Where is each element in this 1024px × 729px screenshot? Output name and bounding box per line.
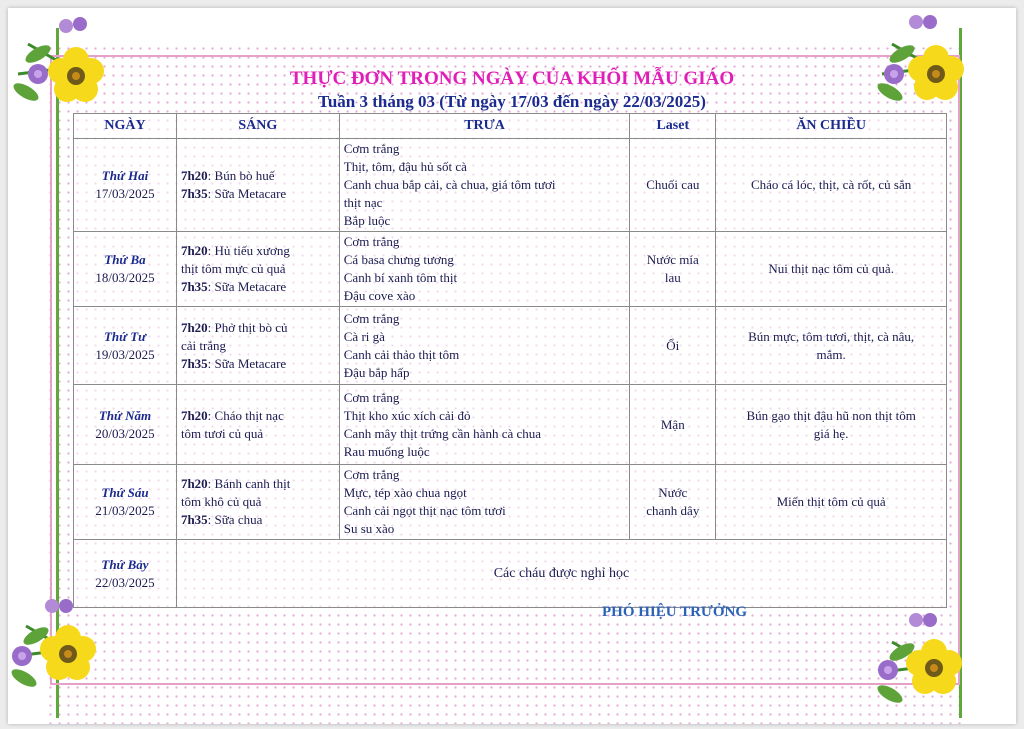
snack-cell bbox=[630, 307, 716, 385]
meal-item: tôm tươi củ quả bbox=[180, 425, 264, 441]
meal-time: 7h20 bbox=[180, 407, 208, 423]
snack-cell bbox=[630, 139, 716, 232]
day-cell bbox=[74, 385, 177, 465]
afternoon-cell bbox=[716, 385, 947, 465]
snack-item: Ổi bbox=[666, 337, 680, 353]
meal-item: : Sữa Metacare bbox=[207, 355, 287, 371]
meal-time: 7h20 bbox=[180, 319, 208, 335]
meal-item: : Cháo thịt nạc bbox=[207, 407, 284, 423]
snack-item: lau bbox=[664, 270, 681, 285]
meal-time: 7h35 bbox=[180, 279, 208, 294]
menu-table bbox=[73, 113, 947, 608]
lunch-item: Bắp luộc bbox=[343, 213, 391, 228]
meal-item: thịt tôm mực củ quả bbox=[180, 261, 286, 276]
meal-time: 7h20 bbox=[180, 476, 208, 491]
lunch-item: Rau muống luộc bbox=[343, 443, 430, 459]
lunch-cell bbox=[339, 385, 630, 465]
morning-line bbox=[181, 337, 335, 355]
afternoon-cell bbox=[716, 307, 947, 385]
morning-line bbox=[181, 319, 335, 337]
day-cell bbox=[74, 232, 177, 307]
afternoon-item: Bún mực, tôm tươi, thịt, cà nâu, bbox=[748, 328, 915, 344]
morning-line bbox=[181, 167, 335, 185]
meal-item: tôm khô củ quả bbox=[180, 494, 262, 509]
afternoon-item: Nui thịt nạc tôm củ quả. bbox=[768, 261, 894, 276]
meal-item: : Phở thịt bò củ bbox=[207, 319, 288, 335]
table-row bbox=[74, 139, 947, 232]
meal-time: 7h20 bbox=[180, 243, 208, 258]
lunch-item: Cơm trắng bbox=[343, 467, 400, 482]
meal-time: 7h35 bbox=[180, 355, 208, 371]
lunch-item: Canh bí xanh tôm thịt bbox=[343, 270, 458, 285]
table-row bbox=[74, 232, 947, 307]
day-date: 22/03/2025 bbox=[95, 574, 155, 590]
lunch-item: Cơm trắng bbox=[343, 389, 400, 405]
day-date: 18/03/2025 bbox=[95, 270, 155, 285]
flower-decoration-bottom-right bbox=[872, 612, 972, 712]
lunch-item: Đậu bắp hấp bbox=[343, 364, 410, 380]
signature-title: PHÓ HIỆU TRƯỞNG bbox=[602, 604, 748, 620]
morning-cell bbox=[176, 232, 339, 307]
day-name: Thứ Bảy bbox=[101, 556, 149, 572]
snack-item: Nước mía bbox=[646, 252, 699, 267]
lunch-item: Cơm trắng bbox=[343, 234, 400, 249]
meal-item: : Bún bò huế bbox=[207, 168, 275, 183]
snack-item: Mận bbox=[660, 416, 685, 432]
morning-line bbox=[181, 475, 335, 493]
afternoon-item: Bún gạo thịt đậu hũ non thịt tôm bbox=[746, 407, 916, 423]
meal-item: cải trắng bbox=[180, 337, 227, 353]
day-name: Thứ Hai bbox=[101, 168, 149, 183]
meal-item: : Sữa Metacare bbox=[207, 279, 287, 294]
day-date: 19/03/2025 bbox=[95, 346, 155, 362]
lunch-item: Canh mây thịt trứng cần hành cà chua bbox=[343, 425, 542, 441]
lunch-cell bbox=[339, 307, 630, 385]
header-morning: SÁNG bbox=[176, 114, 339, 139]
day-date: 17/03/2025 bbox=[95, 186, 155, 201]
lunch-item: Su su xào bbox=[343, 521, 395, 536]
lunch-item: Mực, tép xào chua ngọt bbox=[343, 485, 467, 500]
meal-time: 7h35 bbox=[180, 186, 208, 201]
snack-item: chanh dây bbox=[646, 503, 700, 518]
morning-cell bbox=[176, 139, 339, 232]
snack-cell bbox=[630, 465, 716, 540]
afternoon-cell bbox=[716, 139, 947, 232]
flower-decoration-bottom-left bbox=[6, 596, 106, 696]
morning-line bbox=[181, 425, 335, 443]
lunch-item: Cà ri gà bbox=[343, 328, 385, 344]
lunch-cell bbox=[339, 465, 630, 540]
morning-line bbox=[181, 278, 335, 296]
day-name: Thứ Năm bbox=[98, 407, 152, 423]
day-cell bbox=[74, 307, 177, 385]
lunch-item: Canh cải thảo thịt tôm bbox=[343, 346, 460, 362]
lunch-item: thịt nạc bbox=[343, 195, 383, 210]
table-row bbox=[74, 465, 947, 540]
day-date: 20/03/2025 bbox=[95, 425, 155, 441]
meal-item: : Bánh canh thịt bbox=[207, 476, 291, 491]
lunch-item: Cơm trắng bbox=[343, 141, 400, 156]
flower-decoration-top-left bbox=[8, 14, 108, 114]
lunch-item: Cơm trắng bbox=[343, 310, 400, 326]
morning-line bbox=[181, 493, 335, 511]
morning-line bbox=[181, 407, 335, 425]
morning-line bbox=[181, 511, 335, 529]
day-date: 21/03/2025 bbox=[95, 503, 155, 518]
lunch-item: Thịt kho xúc xích cải đỏ bbox=[343, 407, 471, 423]
header-lunch: TRƯA bbox=[339, 114, 630, 139]
menu-title: THỰC ĐƠN TRONG NGÀY CỦA KHỐI MẪU GIÁO bbox=[289, 68, 735, 89]
flower-decoration-top-right bbox=[872, 14, 972, 114]
lunch-cell bbox=[339, 232, 630, 307]
lunch-item: Cá basa chưng tương bbox=[343, 252, 454, 267]
lunch-item: Thịt, tôm, đậu hủ sốt cà bbox=[343, 159, 467, 174]
lunch-cell bbox=[339, 139, 630, 232]
meal-time: 7h20 bbox=[180, 168, 208, 183]
lunch-item: Canh chua bắp cải, cà chua, giá tôm tươi bbox=[343, 177, 556, 192]
day-cell bbox=[74, 139, 177, 232]
day-name: Thứ Ba bbox=[104, 252, 146, 267]
morning-cell bbox=[176, 307, 339, 385]
closed-note: Các cháu được nghỉ học bbox=[176, 540, 946, 608]
morning-line bbox=[181, 242, 335, 260]
afternoon-item: Cháo cá lóc, thịt, cà rốt, củ sắn bbox=[750, 177, 912, 192]
lunch-item: Đậu cove xào bbox=[343, 288, 416, 303]
meal-item: : Sữa Metacare bbox=[207, 186, 287, 201]
header-afternoon: ĂN CHIỀU bbox=[716, 114, 947, 139]
meal-item: : Sữa chua bbox=[207, 512, 263, 527]
morning-line bbox=[181, 260, 335, 278]
day-name: Thứ Tư bbox=[103, 328, 146, 344]
table-row-saturday bbox=[74, 540, 947, 608]
morning-cell bbox=[176, 385, 339, 465]
lunch-item: Canh cải ngọt thịt nạc tôm tươi bbox=[343, 503, 506, 518]
header-day: NGÀY bbox=[74, 114, 177, 139]
meal-item: : Hủ tiếu xương bbox=[207, 243, 290, 258]
snack-item: Nước bbox=[658, 485, 688, 500]
meal-time: 7h35 bbox=[180, 512, 208, 527]
afternoon-cell bbox=[716, 465, 947, 540]
day-name: Thứ Sáu bbox=[101, 485, 149, 500]
afternoon-item: Miến thịt tôm củ quả bbox=[776, 494, 886, 509]
snack-cell bbox=[630, 385, 716, 465]
day-cell bbox=[74, 465, 177, 540]
snack-item: Chuối cau bbox=[646, 177, 700, 192]
morning-cell bbox=[176, 465, 339, 540]
table-row bbox=[74, 385, 947, 465]
menu-subtitle: Tuần 3 tháng 03 (Từ ngày 17/03 đến ngày 22/03/2025) bbox=[318, 92, 706, 111]
snack-cell bbox=[630, 232, 716, 307]
afternoon-item: giá hẹ. bbox=[813, 425, 849, 441]
afternoon-item: mắm. bbox=[816, 346, 846, 362]
table-header-row bbox=[74, 114, 947, 139]
morning-line bbox=[181, 185, 335, 203]
header-snack: Laset bbox=[630, 114, 716, 139]
morning-line bbox=[181, 355, 335, 373]
afternoon-cell bbox=[716, 232, 947, 307]
table-row bbox=[74, 307, 947, 385]
